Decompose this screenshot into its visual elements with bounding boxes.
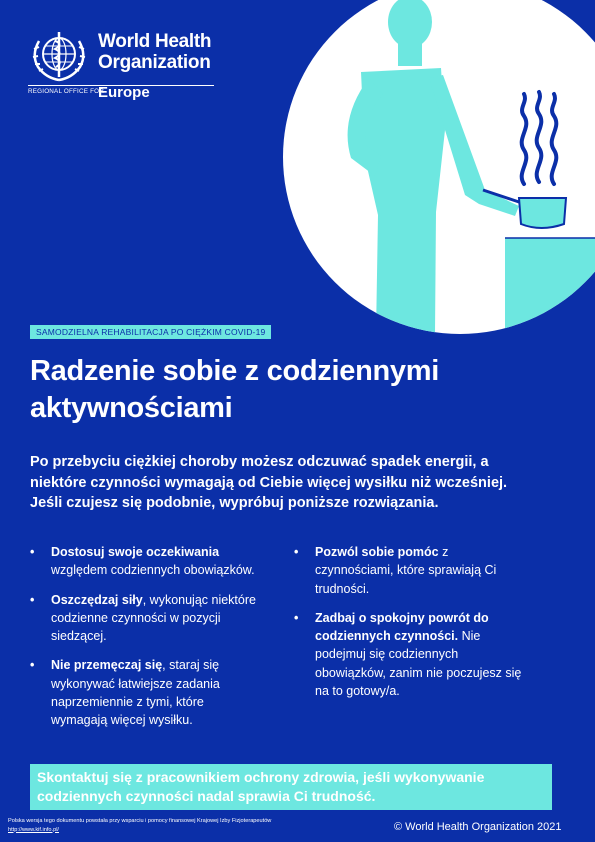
translation-note-text: Polska wersja tego dokumentu powstała przy wsparciu i pomocy finansowej Krajowej Izby Fizjoterapeutów (8, 818, 272, 824)
tip-bold: Pozwól sobie pomóc (315, 545, 439, 559)
who-emblem-icon (28, 27, 92, 83)
tip-item (294, 543, 526, 598)
copyright-text: © World Health Organization 2021 (394, 821, 562, 833)
tip-text: Nie podejmuj się codziennych obowiązków, zanim nie poczujesz się na to gotowy/a. (315, 629, 522, 699)
organization-name (98, 31, 211, 73)
page-title (30, 353, 560, 427)
who-logo (28, 27, 228, 107)
tip-text: , wykonując niektóre codzienne czynności w pozycji siedzącej. (51, 592, 256, 644)
translation-note (8, 817, 271, 834)
tip-bold: Dostosuj swoje oczekiwania (51, 545, 220, 559)
region-name: Europe (98, 84, 150, 101)
tip-bold: Oszczędzaj siły (51, 592, 143, 607)
page-title-line2: aktywnościami (30, 392, 233, 424)
tip-bold: Nie przemęczaj się (51, 658, 163, 673)
tip-bold: Zadbaj o spokojny powrót do codziennych czynności. (315, 610, 489, 644)
tips-right-list (294, 543, 526, 711)
contact-callout: Skontaktuj się z pracownikiem ochrony zdrowia, jeśli wykonywanie codziennych czynności nadal sprawia Ci trudność. (30, 764, 552, 810)
tip-text: , staraj się wykonywać łatwiejsze zadania naprzemiennie z tymi, które wymagają więcej wysiłku. (51, 658, 220, 728)
tip-text: względem codziennych obowiązków. (51, 563, 255, 578)
tip-item (294, 609, 526, 700)
tip-item (30, 656, 262, 729)
intro-text: Po przebyciu ciężkiej choroby możesz odczuwać spadek energii, a niektóre czynności wymagają od Ciebie więcej wysiłku niż wcześniej. Jeśli czujesz się podobnie, wypróbuj poniższe rozwiązania. (30, 454, 508, 511)
illustration-circle (283, 0, 595, 334)
tip-text: z czynnościami, które sprawiają Ci trudności. (315, 545, 497, 596)
organization-name-line2: Organization (98, 52, 211, 73)
person-cooking-illustration (283, 0, 595, 334)
tips-left-list (30, 543, 262, 741)
tip-item (30, 543, 262, 580)
regional-office-label: REGIONAL OFFICE FOR (28, 88, 104, 95)
tip-item (30, 591, 262, 646)
organization-name-line1: World Health (98, 31, 212, 52)
series-tag: SAMODZIELNA REHABILITACJA PO CIĘŻKIM COVID-19 (30, 325, 271, 339)
kif-link[interactable]: http://www.kif.info.pl/ (8, 826, 59, 833)
page-title-line1: Radzenie sobie z codziennymi (30, 355, 439, 387)
